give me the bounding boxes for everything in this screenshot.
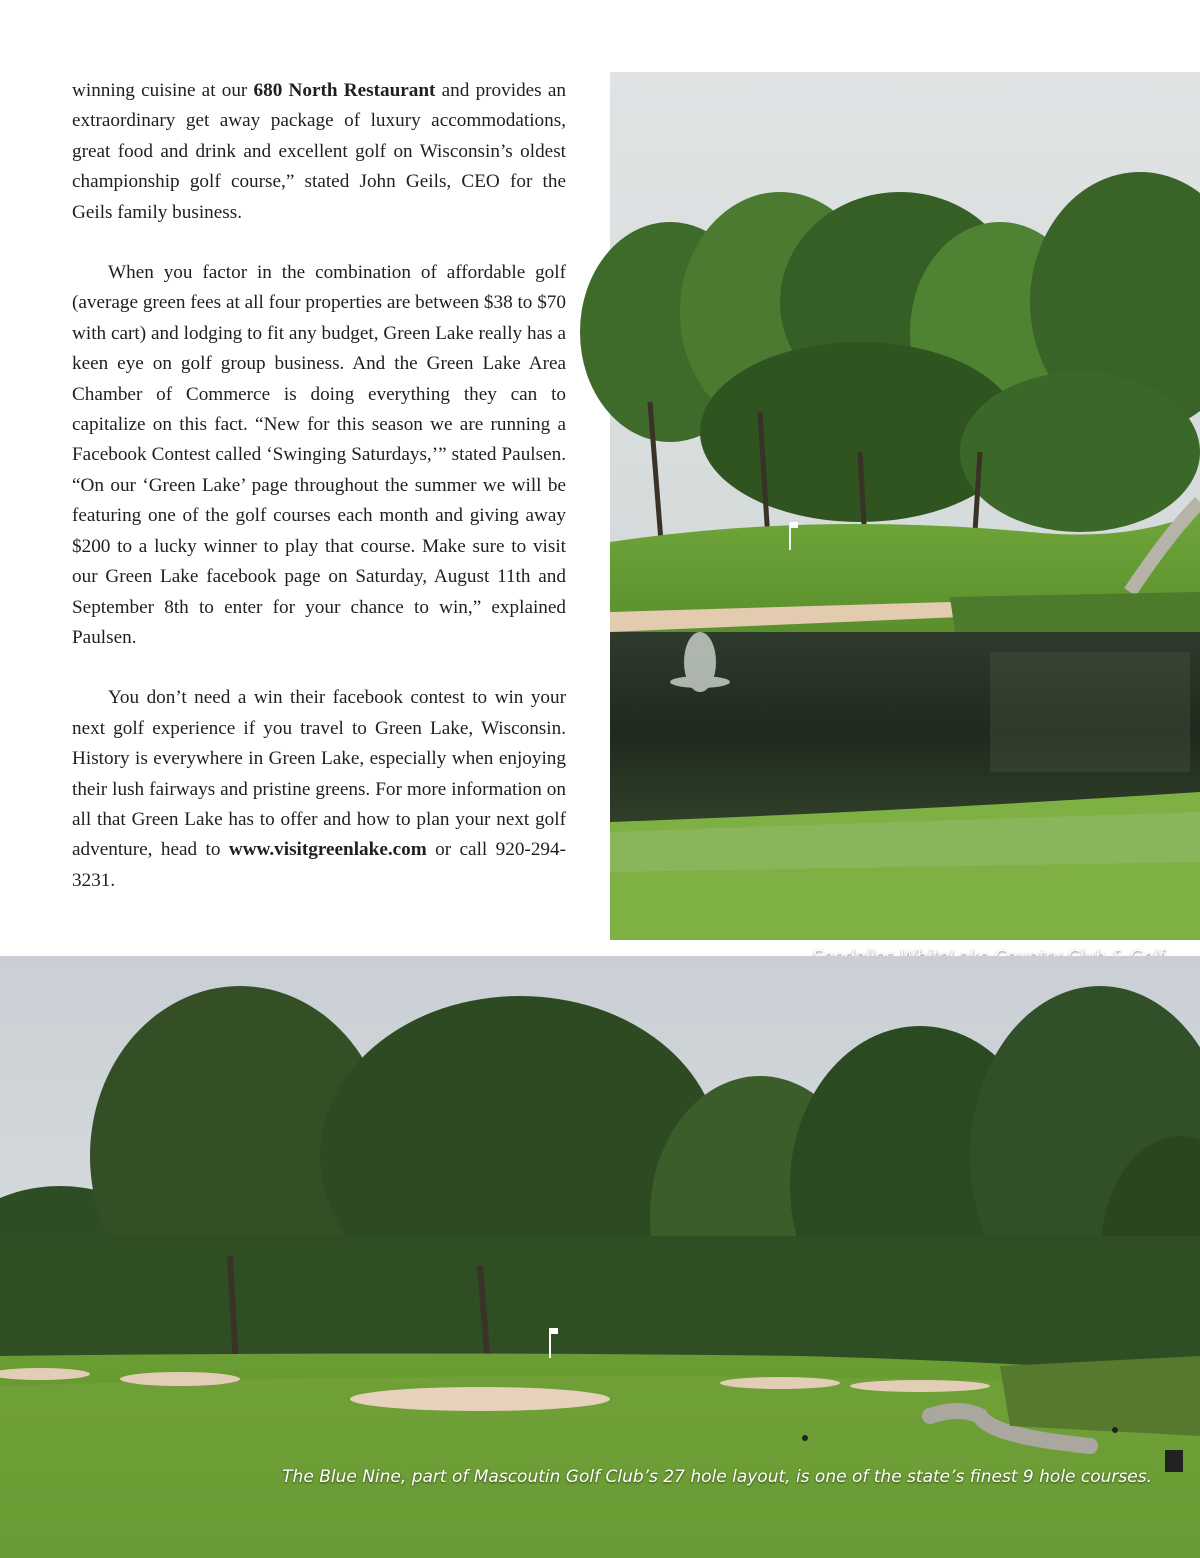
article-body (72, 76, 566, 926)
photo-pond-course (610, 72, 1200, 940)
p3-text-start: You don’t need a win their facebook contest to win your next golf experience if you travel to Green Lake, Wisconsin. History is everywhere in Green Lake, especially when enjoying their lush fairways and pristine greens. For more information on all that Green Lake has to offer and how to plan your next golf adventure, head to (72, 687, 566, 861)
p3-text-end: or call 920-294-3231. (72, 839, 566, 891)
green-photo-caption: The Blue Nine, part of Mascoutin Golf Club’s 27 hole layout, is one of the state’s finest 9 hole courses. (282, 1467, 1152, 1487)
pond-scene-illustration (610, 72, 1200, 940)
paragraph-1 (72, 76, 566, 228)
paragraph-3 (72, 683, 566, 896)
paragraph-2: When you factor in the combination of affordable golf (average green fees at all four properties are between $38 to $70 with cart) and lodging to fit any budget, Green Lake really has a keen eye on golf group business. And the Green Lake Area Chamber of Commerce is doing everything they can to capitalize on this fact. “New for this season we are running a Facebook Contest called ‘Swinging Saturdays,’” stated Paulsen. “On our ‘Green Lake’ page throughout the summer we will be featuring one of the golf courses each month and giving away $200 to a lucky winner to play that course. Make sure to visit our Green Lake facebook page on Saturday, August 11th and September 8th to enter for your chance to win,” explained Paulsen. (72, 262, 566, 648)
photo-green-bunkers (0, 956, 1200, 1558)
restaurant-name: 680 North Restaurant (253, 80, 436, 101)
p1-text-start: winning cuisine at our (72, 80, 254, 101)
website-link[interactable]: www.visitgreenlake.com (228, 839, 427, 861)
p1-text-end: and provides an extraordinary get away package of luxury accommodations, great food and drink and excellent golf on Wisconsin’s oldest championship golf course,” stated John Geils, CEO for the Geils family business. (72, 80, 566, 223)
